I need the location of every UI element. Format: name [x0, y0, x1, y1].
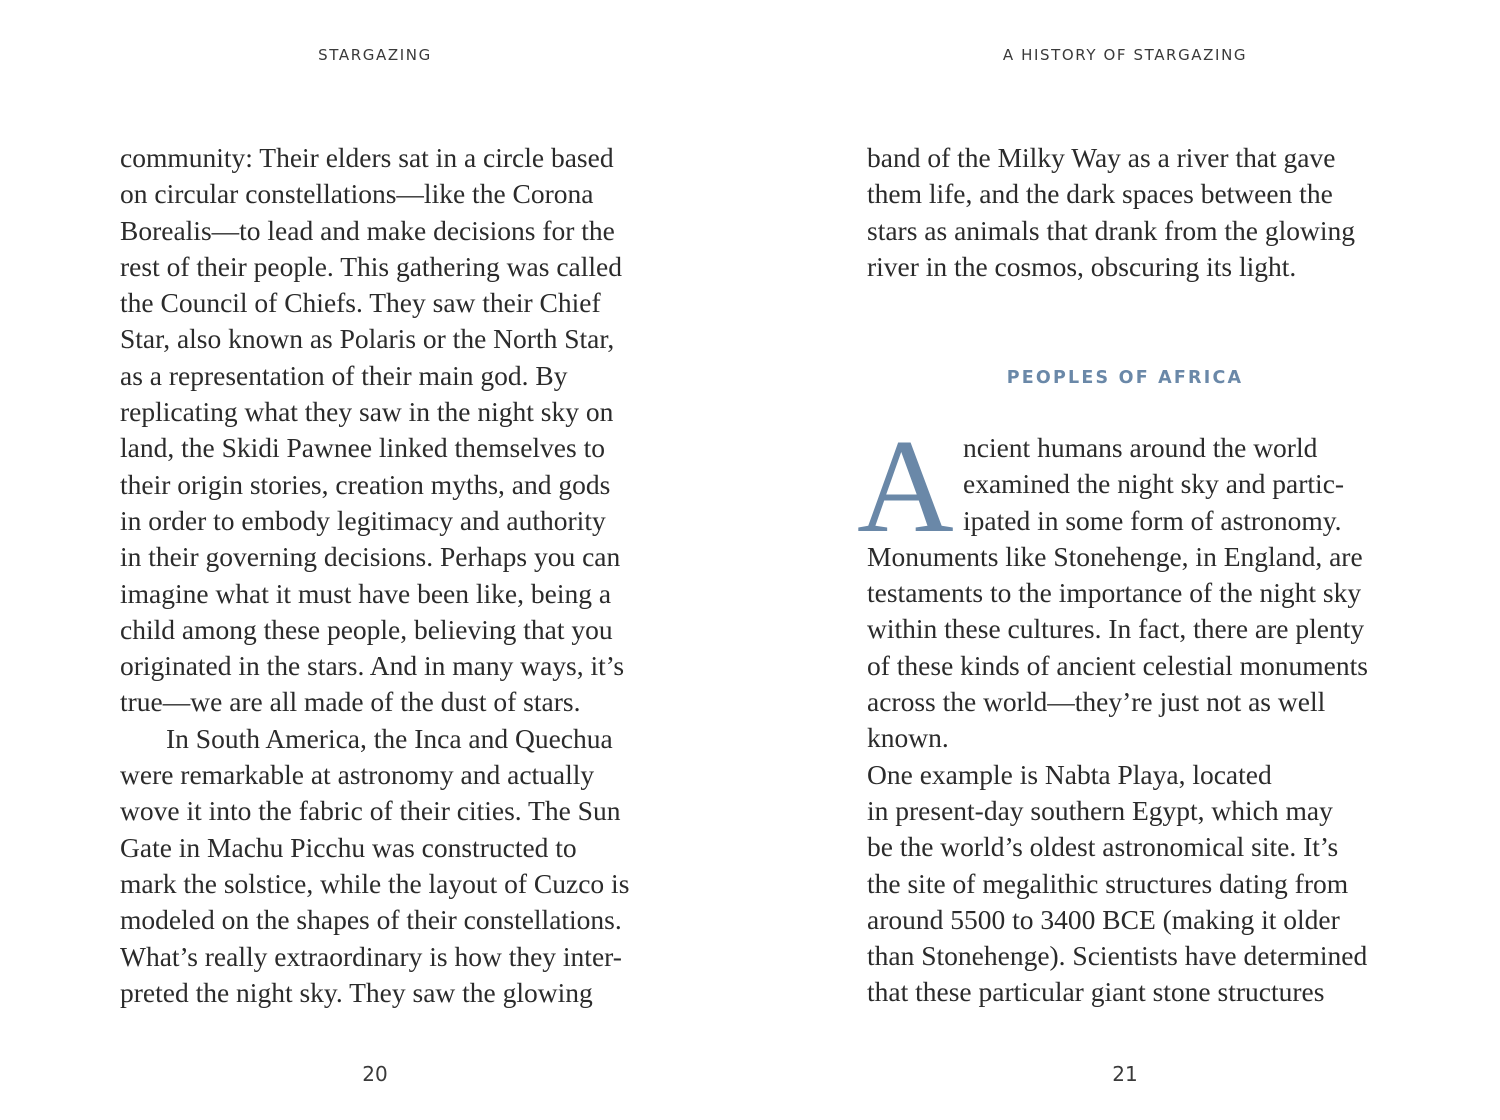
text-line: of these kinds of ancient celestial monuments [867, 649, 1368, 681]
text-line: as a representation of their main god. By [120, 359, 568, 391]
text-line: testaments to the importance of the night sky [867, 577, 1362, 609]
text-line: Monuments like Stonehenge, in England, are [867, 540, 1363, 572]
text-line: be the world’s oldest astronomical site. It’s [867, 831, 1339, 863]
text-line: the site of megalithic structures dating from [867, 867, 1349, 899]
text-line: than Stonehenge). Scientists have determined [867, 940, 1368, 972]
text-line: in present-day southern Egypt, which may [867, 794, 1333, 826]
right-page [750, 0, 1500, 1120]
paragraph-start-line: One example is Nabta Playa, located [867, 758, 1272, 790]
text-line: known. [867, 722, 949, 754]
text-line: were remarkable at astronomy and actually [120, 759, 595, 791]
text-line: Borealis—to lead and make decisions for the [120, 214, 615, 246]
text-line: replicating what they saw in the night sky on [120, 396, 614, 428]
text-line: band of the Milky Way as a river that gave [867, 142, 1336, 173]
text-line: in order to embody legitimacy and authority [120, 504, 606, 536]
text-line: land, the Skidi Pawnee linked themselves to [120, 432, 605, 464]
text-line: river in the cosmos, obscuring its light. [867, 250, 1297, 282]
text-line: mark the solstice, while the layout of Cuzco is [120, 867, 630, 899]
page-number-left: 20 [362, 1062, 388, 1086]
text-line: around 5500 to 3400 BCE (making it older [867, 903, 1340, 935]
text-line: across the world—they’re just not as well [867, 686, 1326, 718]
page-number-right: 21 [1112, 1062, 1138, 1086]
text-line: examined the night sky and partic- [963, 468, 1345, 500]
section-heading: PEOPLES OF AFRICA [1006, 368, 1244, 388]
running-head-right: A HISTORY OF STARGAZING [1002, 46, 1248, 64]
text-line: stars as animals that drank from the glowing [867, 214, 1356, 246]
text-line: in their governing decisions. Perhaps you can [120, 541, 621, 573]
text-line: Gate in Machu Picchu was constructed to [120, 831, 577, 863]
section-body-text [857, 412, 1377, 1011]
text-line: them life, and the dark spaces between the [867, 178, 1333, 210]
text-line: modeled on the shapes of their constellations. [120, 904, 622, 936]
paragraph-start-line: In South America, the Inca and Quechua [166, 722, 613, 754]
text-line: What’s really extraordinary is how they inter- [120, 940, 622, 972]
text-line: within these cultures. In fact, there are plenty [867, 613, 1365, 645]
text-line: on circular constellations—like the Corona [120, 178, 594, 210]
text-line: Star, also known as Polaris or the North Star, [120, 323, 615, 355]
text-line: ipated in some form of astronomy. [963, 504, 1342, 536]
running-head-left: STARGAZING [318, 46, 432, 64]
text-line: the Council of Chiefs. They saw their Chief [120, 287, 601, 319]
text-line: preted the night sky. They saw the glowing [120, 976, 593, 1008]
text-line: child among these people, believing that you [120, 613, 613, 645]
text-line: imagine what it must have been like, being a [120, 577, 612, 609]
text-line: community: Their elders sat in a circle based [120, 142, 614, 173]
text-line: rest of their people. This gathering was called [120, 250, 622, 282]
left-body-text [120, 140, 630, 1011]
drop-cap: A [857, 412, 954, 560]
text-line: true—we are all made of the dust of stars. [120, 686, 581, 718]
text-line: originated in the stars. And in many ways, it’s [120, 650, 625, 682]
text-line: wove it into the fabric of their cities. The Sun [120, 795, 621, 827]
text-line: their origin stories, creation myths, and gods [120, 468, 611, 500]
text-line: that these particular giant stone structures [867, 976, 1325, 1008]
text-line: ncient humans around the world [963, 432, 1318, 463]
right-continued-text [867, 140, 1377, 285]
